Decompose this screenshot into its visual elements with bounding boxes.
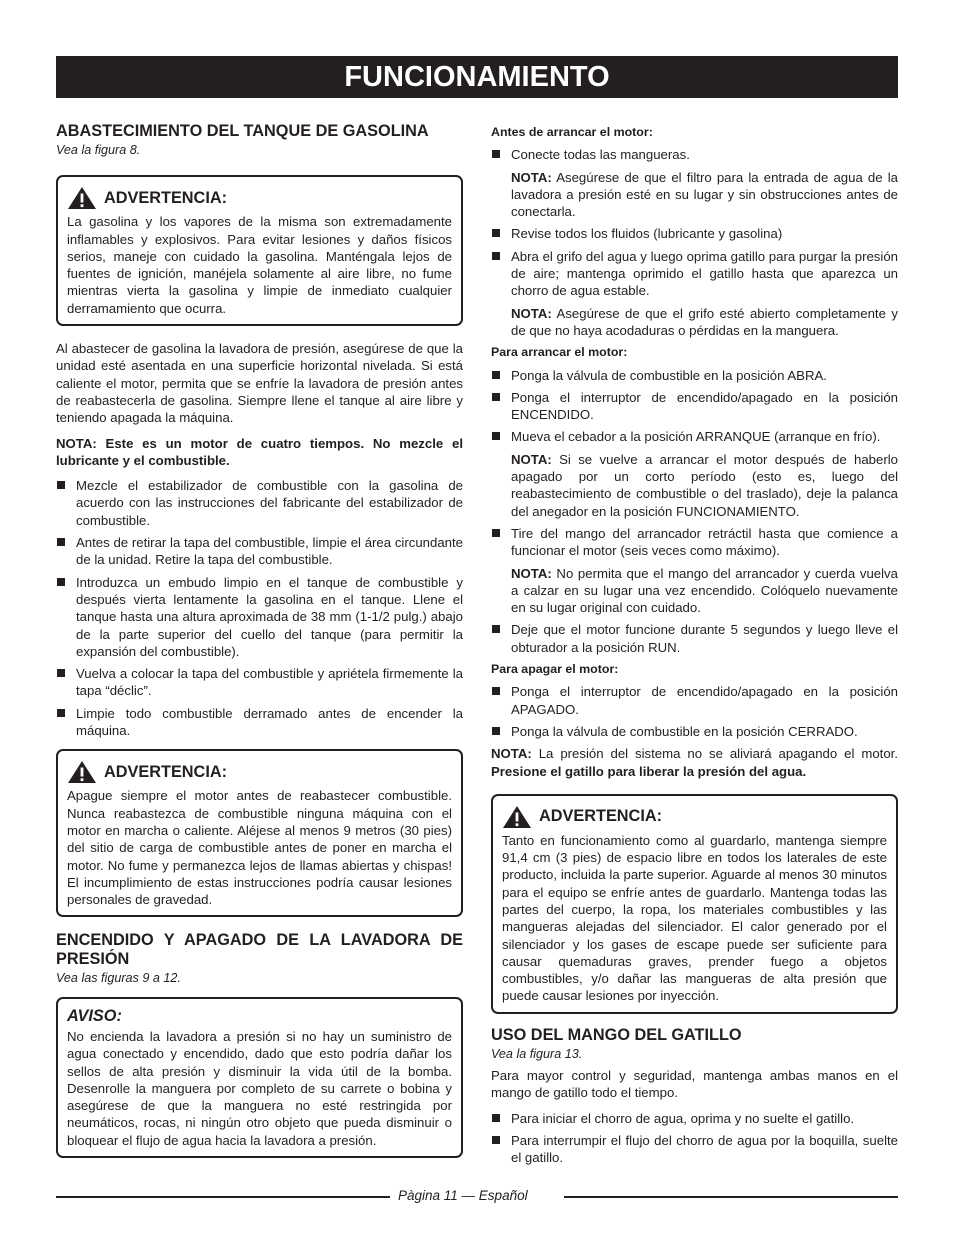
- list-item: Ponga la válvula de combustible en la posición ABRA.: [491, 367, 898, 384]
- before-start-steps-2: [491, 225, 898, 299]
- start-steps-3: [491, 621, 898, 656]
- notice-title: AVISO:: [67, 1006, 122, 1025]
- bullet-square-icon: [57, 538, 65, 546]
- before-start-title: Antes de arrancar el motor:: [491, 125, 653, 139]
- bullet-square-icon: [57, 578, 65, 586]
- list-item: Para interrumpir el flujo del chorro de agua por la boquilla, suelte el gatillo.: [491, 1132, 898, 1167]
- bullet-square-icon: [492, 529, 500, 537]
- warning-text: Tanto en funcionamiento como al guardarlo, mantenga siempre 91,4 cm (3 pies) de espacio libre en todos los laterales de este producto, incluida la parte superior. Aguarde al menos 30 minutos para el equipo se enfríe antes de guardarlo. Mantenga todas las partes del cuerpo, la ropa, los materiales combustibles y las mangueras alejadas del silenciador. El calor generado por el silenciador y los gases de escape puede ser suficiente para causar quemaduras graves, prender fuego a objetos combustibles, y/o dañar las mangueras de alta presión que puede causar lesiones por inyección.: [502, 832, 887, 1004]
- bullet-square-icon: [492, 432, 500, 440]
- bullet-square-icon: [492, 371, 500, 379]
- note: NOTA: Asegúrese de que el filtro para la entrada de agua de la lavadora a presión esté en su lugar y sin obstrucciones antes de conectarla.: [511, 169, 898, 220]
- list-item: Ponga el interruptor de encendido/apagado en la posición ENCENDIDO.: [491, 389, 898, 424]
- warning-title: [502, 805, 887, 829]
- footer-rule-right: [564, 1196, 898, 1198]
- figure-reference: Vea las figuras 9 a 12.: [56, 971, 181, 986]
- bullet-square-icon: [492, 1136, 500, 1144]
- page-footer: [56, 1186, 898, 1206]
- bullet-square-icon: [492, 1114, 500, 1122]
- list-item: Mezcle el estabilizador de combustible con la gasolina de acuerdo con las instrucciones del fabricante del estabilizador de combustible.: [56, 477, 463, 529]
- list-item: Vuelva a colocar la tapa del combustible y apriétela firmemente la tapa “déclic”.: [56, 665, 463, 700]
- list-item: Deje que el motor funcione durante 5 segundos y luego lleve el obturador a la posición RUN.: [491, 621, 898, 656]
- stop-title: Para apagar el motor:: [491, 662, 619, 677]
- list-item: Limpie todo combustible derramado antes de encender la máquina.: [56, 705, 463, 740]
- section-heading-trigger: USO DEL MANGO DEL GATILLO: [491, 1025, 742, 1044]
- fueling-steps: [56, 477, 463, 739]
- stop-steps: [491, 683, 898, 740]
- notice-text: No encienda la lavadora a presión si no hay un suministro de agua conectado y encendido, dado que esto podría dañar los sellos de alta presión y disminuir la vida útil de la bomba. Desenrolle la manguera por completo de su carrete o bobina y asegúrese de que la manguera no esté restringida por neumáticos, rocas, ni ningún otro objeto que pueda disminuir o bloquear el flujo de agua hacia la lavadora a presión.: [67, 1028, 452, 1148]
- bullet-square-icon: [57, 481, 65, 489]
- section-heading-fueling: ABASTECIMIENTO DEL TANQUE DE GASOLINA: [56, 122, 429, 140]
- fueling-intro: Al abastecer de gasolina la lavadora de presión, asegúrese de que la unidad esté asentada en una superficie horizontal nivelada. Si está caliente el motor, permita que se enfríe la lavadora de presión antes de reabastecerla de gasolina. Siempre llene el tanque al aire libre y teniendo apagada la máquina.: [56, 341, 463, 426]
- warning-title-text: ADVERTENCIA:: [104, 188, 228, 207]
- list-item: Para iniciar el chorro de agua, oprima y no suelte el gatillo.: [491, 1110, 898, 1127]
- warning-triangle-icon: [67, 760, 97, 784]
- trigger-steps: [491, 1110, 898, 1167]
- bullet-square-icon: [492, 393, 500, 401]
- notice-box: [56, 997, 463, 1158]
- warning-box-refuel: [56, 749, 463, 917]
- page-title-banner: [56, 56, 898, 98]
- list-item: Conecte todas las mangueras.: [491, 146, 898, 163]
- figure-reference: Vea la figura 8.: [56, 143, 141, 157]
- warning-box-fuel: [56, 175, 463, 326]
- page-title: FUNCIONAMIENTO: [344, 61, 610, 93]
- bullet-square-icon: [57, 669, 65, 677]
- footer-rule-left: [56, 1196, 390, 1198]
- trigger-intro: Para mayor control y seguridad, mantenga ambas manos en el mango de gatillo todo el tiempo.: [491, 1068, 898, 1101]
- list-item: Ponga el interruptor de encendido/apagado en la posición APAGADO.: [491, 683, 898, 718]
- warning-box-storage: [491, 794, 898, 1014]
- figure-reference: Vea la figura 13.: [491, 1046, 583, 1061]
- warning-text: Apague siempre el motor antes de reabastecer combustible. Nunca reabastezca de combustible ninguna máquina con el motor en marcha o caliente. Aléjese al menos 9 metros (30 pies) del sitio de carga de combustible antes de poner en marcha el motor. No fume y permanezca lejos de llamas abiertas y chispas! El incumplimiento de estas instrucciones podría causar lesiones personales de gravedad.: [67, 788, 452, 908]
- warning-text: La gasolina y los vapores de la misma son extremadamente inflamables y explosivos. Para evitar lesiones y daños físicos serios, maneje con cuidado la gasolina. Manténgala lejos de fuentes de ignición, manéjela solamente al aire libre, no fume mientras vierta la gasolina y limpie de inmediato cualquier derramamiento que ocurra.: [67, 214, 452, 316]
- left-column: [56, 120, 463, 1158]
- footer-page-label: Pàgina 11 — Español: [398, 1188, 528, 1203]
- list-item: Introduzca un embudo limpio en el tanque de combustible y después vierta lentamente la gasolina en el tanque. Llene el tanque hasta una altura aproximada de 38 mm (1-1/2 pulg.) abajo de la parte superior del cuello del tanque (para permitir la expansión del combustible).: [56, 574, 463, 660]
- bullet-square-icon: [492, 252, 500, 260]
- right-column: [491, 120, 898, 1172]
- warning-title-text: ADVERTENCIA:: [539, 807, 663, 826]
- stop-note: NOTA: La presión del sistema no se aliviará apagando el motor. Presione el gatillo para liberar la presión del agua.: [491, 746, 898, 779]
- section-heading-start-stop: ENCENDIDO Y APAGADO DE LA LAVADORA DE PRESIÓN: [56, 931, 463, 969]
- warning-triangle-icon: [67, 186, 97, 210]
- start-steps: [491, 367, 898, 446]
- list-item: Revise todos los fluidos (lubricante y gasolina): [491, 225, 898, 242]
- warning-title-text: ADVERTENCIA:: [104, 762, 228, 781]
- bullet-square-icon: [492, 229, 500, 237]
- start-steps-2: [491, 525, 898, 560]
- bullet-square-icon: [57, 709, 65, 717]
- bullet-square-icon: [492, 687, 500, 695]
- list-item: Abra el grifo del agua y luego oprima gatillo para purgar la presión de aire; mantenga oprimido el gatillo hasta que aparezca un chorro de agua estable.: [491, 248, 898, 300]
- list-item: Ponga la válvula de combustible en la posición CERRADO.: [491, 723, 898, 740]
- note: NOTA: No permita que el mango del arrancador y cuerda vuelva a calzar en su lugar una vez encendido. Colóquelo nuevamente en su lugar original con cuidado.: [511, 565, 898, 616]
- note: NOTA: Asegúrese de que el grifo esté abierto completamente y de que no haya acodaduras o pérdidas en la manguera.: [511, 305, 898, 338]
- start-title: Para arrancar el motor:: [491, 345, 628, 360]
- list-item: Antes de retirar la tapa del combustible, limpie el área circundante de la unidad. Retire la tapa del combustible.: [56, 534, 463, 569]
- bullet-square-icon: [492, 150, 500, 158]
- warning-triangle-icon: [502, 805, 532, 829]
- warning-title: [67, 186, 452, 210]
- bullet-square-icon: [492, 625, 500, 633]
- before-start-steps: [491, 146, 898, 163]
- list-item: Tire del mango del arrancador retráctil hasta que comience a funcionar el motor (seis veces como máximo).: [491, 525, 898, 560]
- bullet-square-icon: [492, 727, 500, 735]
- note: NOTA: Si se vuelve a arrancar el motor después de haberlo apagado por un corto período (esto es, luego del reabastecimiento de combustible o del traslado), deje la palanca del anegador en la posición FUNCIONAMIENTO.: [511, 451, 898, 519]
- warning-title: [67, 760, 452, 784]
- fueling-note: NOTA: Este es un motor de cuatro tiempos. No mezcle el lubricante y el combustible.: [56, 435, 463, 468]
- list-item: Mueva el cebador a la posición ARRANQUE (arranque en frío).: [491, 428, 898, 445]
